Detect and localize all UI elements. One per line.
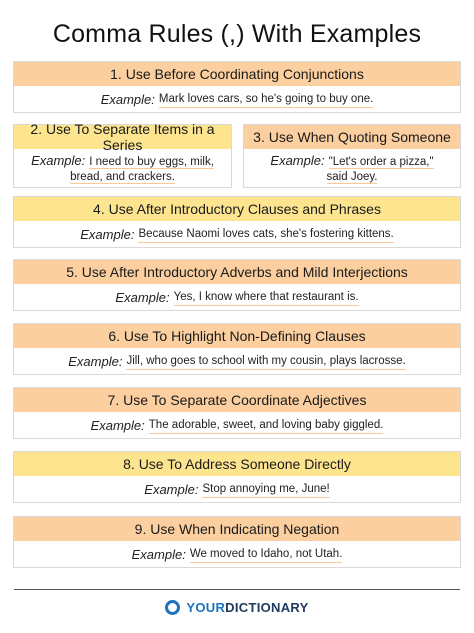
example-label: Example: [131,547,186,562]
rule-card-6 [13,323,461,375]
rule-card-4 [13,196,461,248]
example-sentence [30,153,215,185]
rule-card-8 [13,451,461,503]
logo-text-dictionary: DICTIONARY [225,600,309,615]
example-text: Yes, I know where that restaurant is. [174,290,359,306]
rule-example [14,476,460,503]
rule-example [14,86,460,113]
rule-example [14,221,460,248]
page-title: Comma Rules (,) With Examples [52,20,422,48]
rule-card-1 [13,61,461,113]
rule-example [14,412,460,439]
example-label: Example: [115,290,170,305]
rule-heading: 5. Use After Introductory Adverbs and Mild Interjections [14,260,460,284]
example-text: Mark loves cars, so he's going to buy one. [159,92,373,108]
yourdictionary-logo[interactable] [0,600,474,615]
example-text: We moved to Idaho, not Utah. [190,547,343,563]
rule-example [14,541,460,568]
rule-card-9 [13,516,461,568]
rule-heading: 8. Use To Address Someone Directly [14,452,460,476]
example-label: Example: [31,152,86,168]
logo-text-your: YOUR [186,600,226,615]
footer-divider [14,589,460,590]
example-text: The adorable, sweet, and loving baby giggled. [149,418,384,434]
example-label: Example: [90,418,145,433]
example-text: Jill, who goes to school with my cousin, plays lacrosse. [126,354,405,370]
example-label: Example: [80,227,135,242]
example-label: Example: [144,482,199,497]
rule-card-3 [243,124,461,188]
rule-heading: 4. Use After Introductory Clauses and Phrases [14,197,460,221]
rule-card-7 [13,387,461,439]
logo-circle-icon [165,600,180,615]
example-label: Example: [270,152,325,168]
example-text: Stop annoying me, June! [202,482,329,498]
rule-heading: 3. Use When Quoting Someone [244,125,460,149]
rule-card-5 [13,259,461,311]
example-sentence [266,153,438,185]
example-text: "Let's order a pizza," said Joey. [326,155,434,183]
example-text: Because Naomi loves cats, she's fostering kittens. [138,227,393,243]
rule-card-2 [13,121,232,188]
rule-example [244,149,460,188]
rule-heading: 7. Use To Separate Coordinate Adjectives [14,388,460,412]
rule-heading: 6. Use To Highlight Non-Defining Clauses [14,324,460,348]
rule-example [14,149,231,188]
rule-heading: 9. Use When Indicating Negation [14,517,460,541]
rule-heading: 2. Use To Separate Items in a Series [14,125,231,149]
logo-text [186,600,308,615]
rule-example [14,348,460,375]
example-label: Example: [100,92,155,107]
example-label: Example: [68,354,123,369]
rule-example [14,284,460,311]
rule-heading: 1. Use Before Coordinating Conjunctions [14,62,460,86]
example-text: I need to buy eggs, milk, bread, and crackers. [70,155,214,183]
